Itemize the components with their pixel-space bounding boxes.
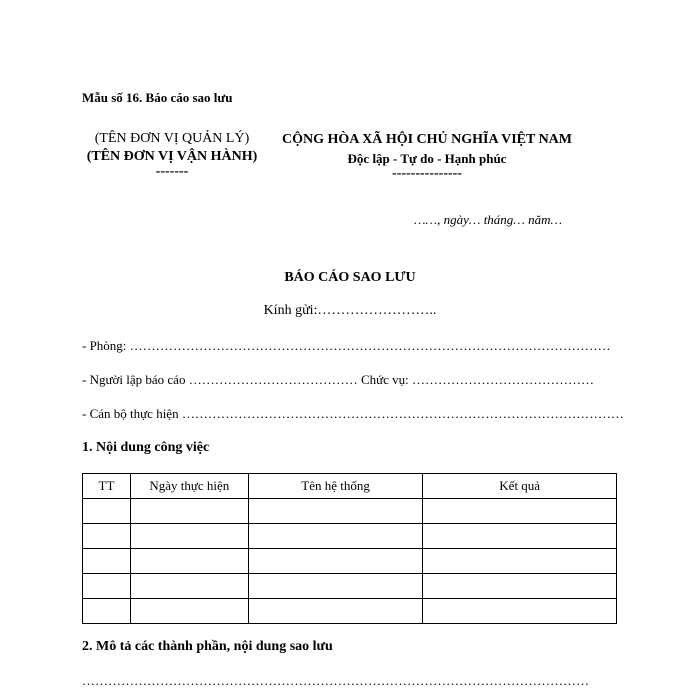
table-row [83,574,617,599]
reporter-field: - Người lập báo cáo ………………………………… Chức vụ: …………………………………… [82,372,595,387]
table-cell [423,524,617,549]
col-header-result: Kết quả [423,474,617,499]
left-header-rule: ------- [155,164,189,179]
table-cell [248,499,423,524]
table-row [83,549,617,574]
management-unit-name: (TÊN ĐƠN VỊ QUẢN LÝ) [94,131,250,146]
table-cell [83,549,131,574]
national-header [268,130,586,180]
section-1-heading: 1. Nội dung công việc [82,440,210,455]
document-title: BÁO CÁO SAO LƯU [284,270,416,285]
table-row [83,499,617,524]
table-cell [83,599,131,624]
table-cell [423,499,617,524]
table-row [83,524,617,549]
section-2-heading: 2. Mô tả các thành phần, nội dung sao lưu [82,639,333,654]
table-cell [248,524,423,549]
recipient-line: Kính gửi:…………………….. [263,303,437,318]
table-cell [248,574,423,599]
country-name: CỘNG HÒA XÃ HỘI CHỦ NGHĨA VIỆT NAM [281,132,572,147]
table-cell [83,574,131,599]
table-cell [248,599,423,624]
department-field: - Phòng: ………………………………………………………………………………………………… [82,338,611,353]
col-header-date: Ngày thực hiện [130,474,248,499]
table-cell [130,599,248,624]
table-cell [83,499,131,524]
col-header-tt: TT [83,474,131,499]
table-cell [248,549,423,574]
table-cell [130,574,248,599]
issuing-unit-header [82,130,262,178]
table-cell [130,499,248,524]
table-cell [130,524,248,549]
form-number: Mẫu số 16. Báo cáo sao lưu [82,90,233,105]
date-line: ……, ngày… tháng… năm… [414,212,563,227]
section-2-placeholder-dots: ……………………………………………………………………………………………………… [82,673,589,688]
table-row [83,599,617,624]
table-cell [83,524,131,549]
col-header-system: Tên hệ thống [248,474,423,499]
work-content-table [82,473,617,624]
table-cell [130,549,248,574]
operating-unit-name: (TÊN ĐƠN VỊ VẬN HÀNH) [86,149,258,164]
table-header-row [83,474,617,499]
table-cell [423,599,617,624]
right-header-rule: --------------- [392,166,462,181]
table-cell [423,574,617,599]
executor-field: - Cán bộ thực hiện ………………………………………………………………………………………… [82,406,624,421]
national-motto: Độc lập - Tự do - Hạnh phúc [347,151,507,166]
table-cell [423,549,617,574]
